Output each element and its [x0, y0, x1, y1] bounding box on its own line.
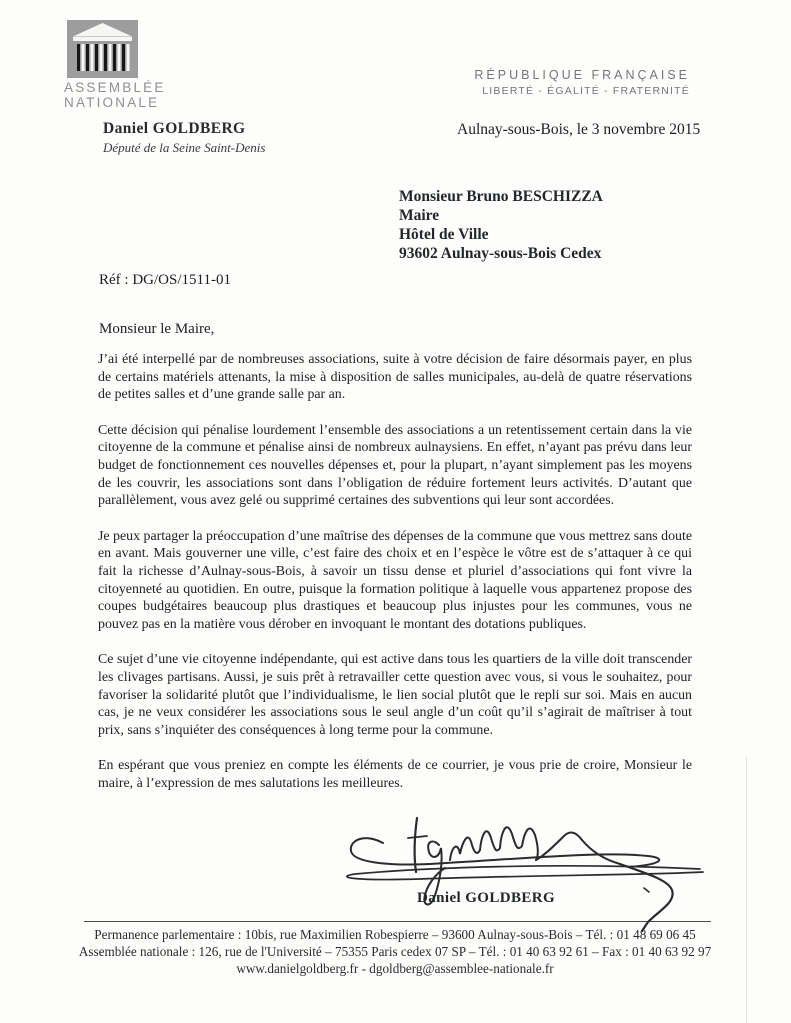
- dateline: Aulnay-sous-Bois, le 3 novembre 2015: [457, 121, 701, 138]
- recipient-block: [399, 187, 603, 263]
- republique-block: [474, 68, 690, 97]
- signature-name: Daniel GOLDBERG: [417, 890, 556, 906]
- footer-assemblee: Assemblée nationale : 126, rue de l'Université – 75355 Paris cedex 07 SP – Tél. : 01 40 63 92 61 – Fax : 01 40 63 92 97: [78, 944, 712, 959]
- paragraph-2: Cette décision qui pénalise lourdement l’ensemble des associations a un retentissement certain dans la vie citoyenne de la commune et pénalise ainsi de nombreux aulnaysiens. En effet, n’ayant pas prévu dans leur budget de fonctionnement ces nouvelles dépenses et, pour la plupart, n’ayant simplement pas les moyens de les couvrir, les associations sont dans l’obligation de réduire fortement leurs activités. D’autant que parallèlement, vous avez gelé ou supprimé certaines des subventions qui leur sont accordées.: [98, 422, 692, 509]
- footer-web-email: www.danielgoldberg.fr - dgoldberg@assemblee-nationale.fr: [236, 961, 554, 976]
- paragraph-3: Je peux partager la préoccupation d’une maîtrise des dépenses de la commune que vous mettrez sans doute en avant. Mais gouverner une ville, c’est faire des choix et en l’espèce le vôtre est de s’attaquer à ce qui fait la richesse d’Aulnay-sous-Bois, à savoir un tissu dense et pluriel d’associations qui font vivre la citoyenneté au quotidien. En outre, puisque la formation politique à laquelle vous appartenez propose des coupes budgétaires beaucoup plus drastiques et beaucoup plus injustes pour les communes, vous ne pouvez pas en la matière vous dérober en invoquant le montant des dotations publiques.: [98, 528, 693, 632]
- handwritten-signature: [330, 810, 710, 935]
- republique-francaise: RÉPUBLIQUE FRANÇAISE: [474, 68, 690, 82]
- sender-block: [103, 120, 265, 156]
- recipient-function: Maire: [399, 207, 440, 224]
- recipient-address-1: Hôtel de Ville: [399, 226, 489, 243]
- salutation: Monsieur le Maire,: [99, 321, 215, 337]
- recipient-address-2: 93602 Aulnay-sous-Bois Cedex: [399, 245, 602, 262]
- recipient-name: Monsieur Bruno BESCHIZZA: [399, 188, 603, 205]
- letter-body: [98, 351, 692, 810]
- temple-icon: [67, 20, 138, 78]
- logo-word-2: NATIONALE: [64, 95, 160, 110]
- footer-permanence: Permanence parlementaire : 10bis, rue Maximilien Robespierre – 93600 Aulnay-sous-Bois – Tél. : 01 48 69 06 45: [94, 927, 696, 942]
- paragraph-4: Ce sujet d’une vie citoyenne indépendante, qui est active dans tous les quartiers de la ville doit transcender les clivages partisans. Aussi, je suis prêt à retravailler cette question avec vous, si vous le souhaitez, pour favoriser la solidarité plutôt que l’individualisme, le lien social plutôt que le repli sur soi. Mais en aucun cas, je ne veux considérer les associations sous le seul angle d’un coût qu’il s’agirait de maîtriser à tout prix, sans s’inquiéter des conséquences à long terme pour la commune.: [98, 652, 692, 738]
- reference-line: Réf : DG/OS/1511-01: [99, 272, 231, 288]
- assemblee-nationale-logo: [67, 20, 138, 83]
- logo-wordmark: [64, 80, 166, 110]
- devise: LIBERTÉ - ÉGALITÉ - FRATERNITÉ: [482, 85, 690, 97]
- sender-title: Député de la Seine Saint-Denis: [103, 140, 266, 155]
- sender-name: Daniel GOLDBERG: [103, 120, 246, 137]
- paragraph-5: En espérant que vous preniez en compte les éléments de ce courrier, je vous prie de croire, Monsieur le maire, à l’expression de mes salutations les meilleures.: [98, 758, 692, 791]
- paragraph-1: J’ai été interpellé par de nombreuses associations, suite à votre décision de faire désormais payer, en plus de certains matériels attenants, la mise à disposition de salles municipales, au-delà de quatre réservations de petites salles et d’une grande salle par an.: [98, 352, 692, 403]
- scan-artifact-line: [746, 756, 747, 1023]
- logo-word-1: ASSEMBLÉE: [64, 80, 166, 95]
